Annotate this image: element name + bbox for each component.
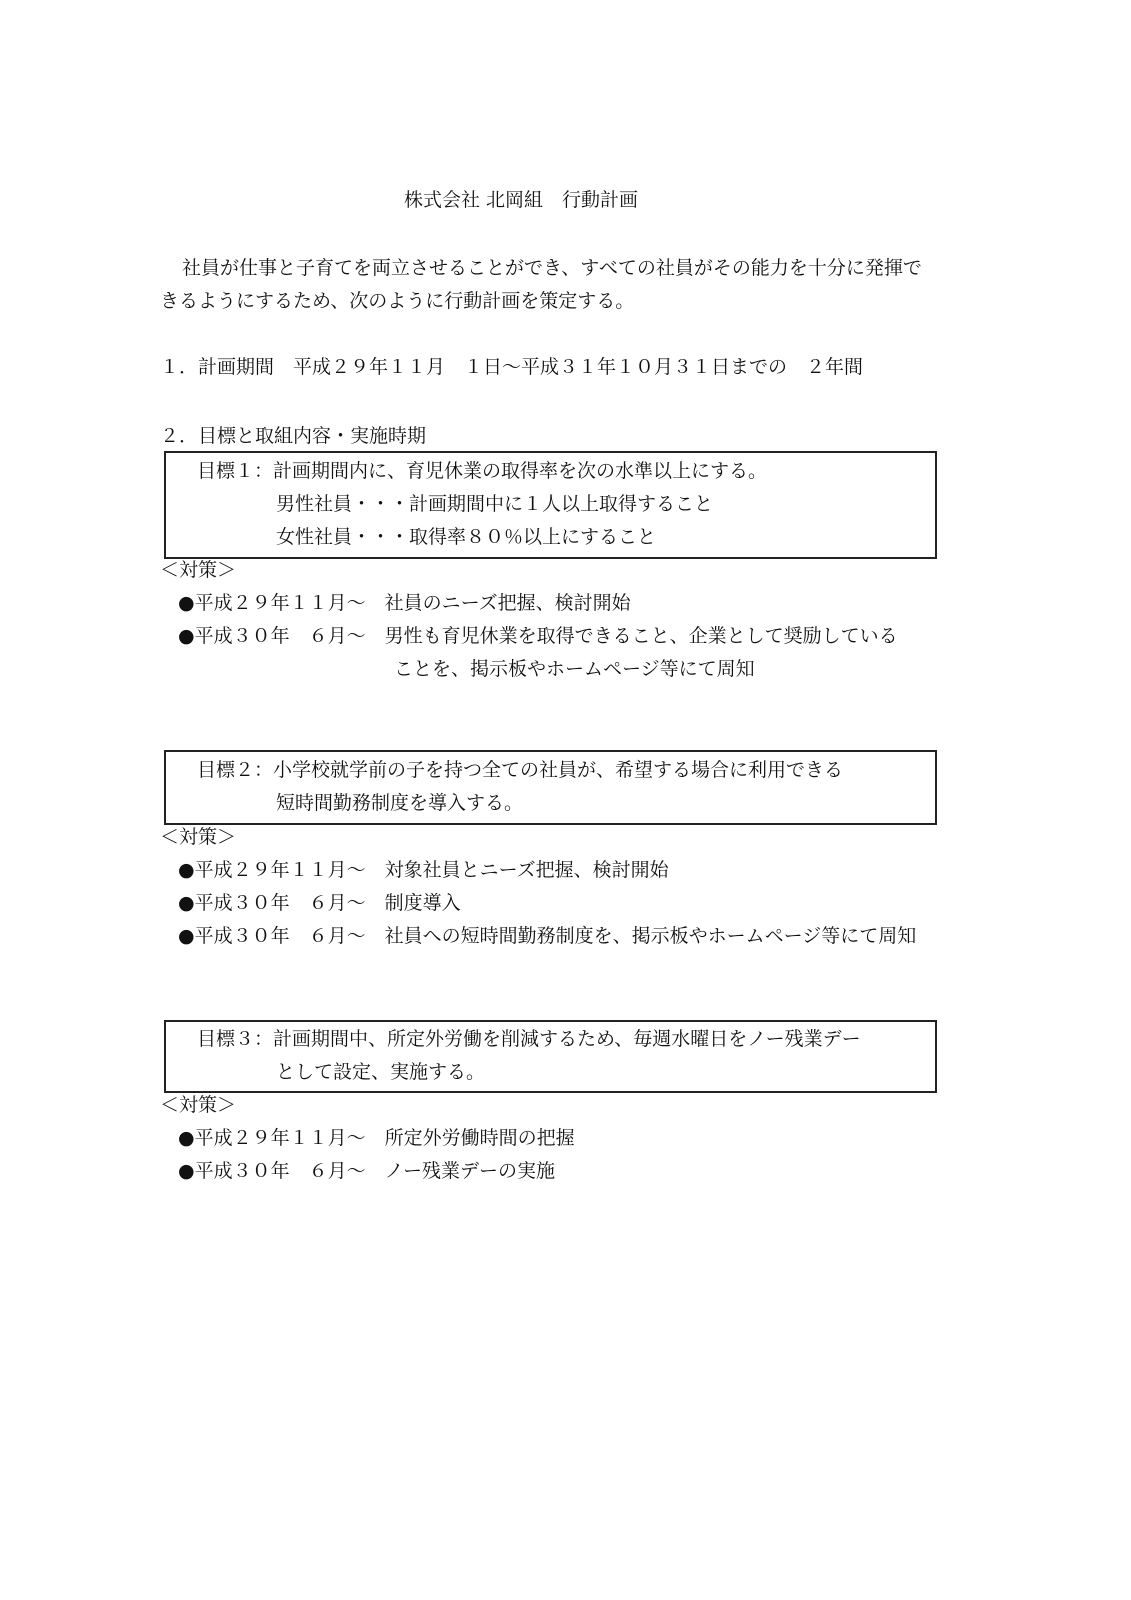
goal1-measures-label: ＜対策＞ xyxy=(160,559,237,581)
goal1-measure-2: ●平成３０年 ６月～ 男性も育児休業を取得できること、企業として奨励している xyxy=(178,625,898,647)
goal2-measure-1: ●平成２９年１１月～ 対象社員とニーズ把握、検討開始 xyxy=(178,859,669,881)
goal1-line-2: 男性社員・・・計画期間中に１人以上取得すること xyxy=(276,493,714,515)
section-goals-heading: ２．目標と取組内容・実施時期 xyxy=(160,425,427,447)
goal2-measures-label: ＜対策＞ xyxy=(160,826,237,848)
goal1-measure-1: ●平成２９年１１月～ 社員のニーズ把握、検討開始 xyxy=(178,592,631,614)
goal1-measure-2-cont: ことを、掲示板やホームページ等にて周知 xyxy=(394,658,755,680)
document-title: 株式会社 北岡組 行動計画 xyxy=(404,189,639,211)
goal3-measure-2: ●平成３０年 ６月～ ノー残業デーの実施 xyxy=(178,1160,556,1182)
intro-line-2: きるようにするため、次のように行動計画を策定する。 xyxy=(160,290,635,312)
goal1-line-3: 女性社員・・・取得率８０％以上にすること xyxy=(276,526,657,548)
goal2-line-1: 目標２：小学校就学前の子を持つ全ての社員が、希望する場合に利用できる xyxy=(197,759,844,781)
goal3-line-2: として設定、実施する。 xyxy=(276,1061,486,1083)
goal2-measure-3: ●平成３０年 ６月～ 社員への短時間勤務制度を、掲示板やホームページ等にて周知 xyxy=(178,925,917,947)
goal2-measure-2: ●平成３０年 ６月～ 制度導入 xyxy=(178,892,461,914)
section-plan-period: １．計画期間 平成２９年１１月 １日～平成３１年１０月３１日までの ２年間 xyxy=(160,356,864,378)
goal3-measures-label: ＜対策＞ xyxy=(160,1094,237,1116)
intro-line-1: 社員が仕事と子育てを両立させることができ、すべての社員がその能力を十分に発揮で xyxy=(182,257,922,279)
goal1-line-1: 目標１：計画期間内に、育児休業の取得率を次の水準以上にする。 xyxy=(197,460,768,482)
goal3-measure-1: ●平成２９年１１月～ 所定外労働時間の把握 xyxy=(178,1127,575,1149)
goal3-line-1: 目標３：計画期間中、所定外労働を削減するため、毎週水曜日をノー残業デー xyxy=(197,1028,861,1050)
goal2-line-2: 短時間勤務制度を導入する。 xyxy=(276,792,524,814)
